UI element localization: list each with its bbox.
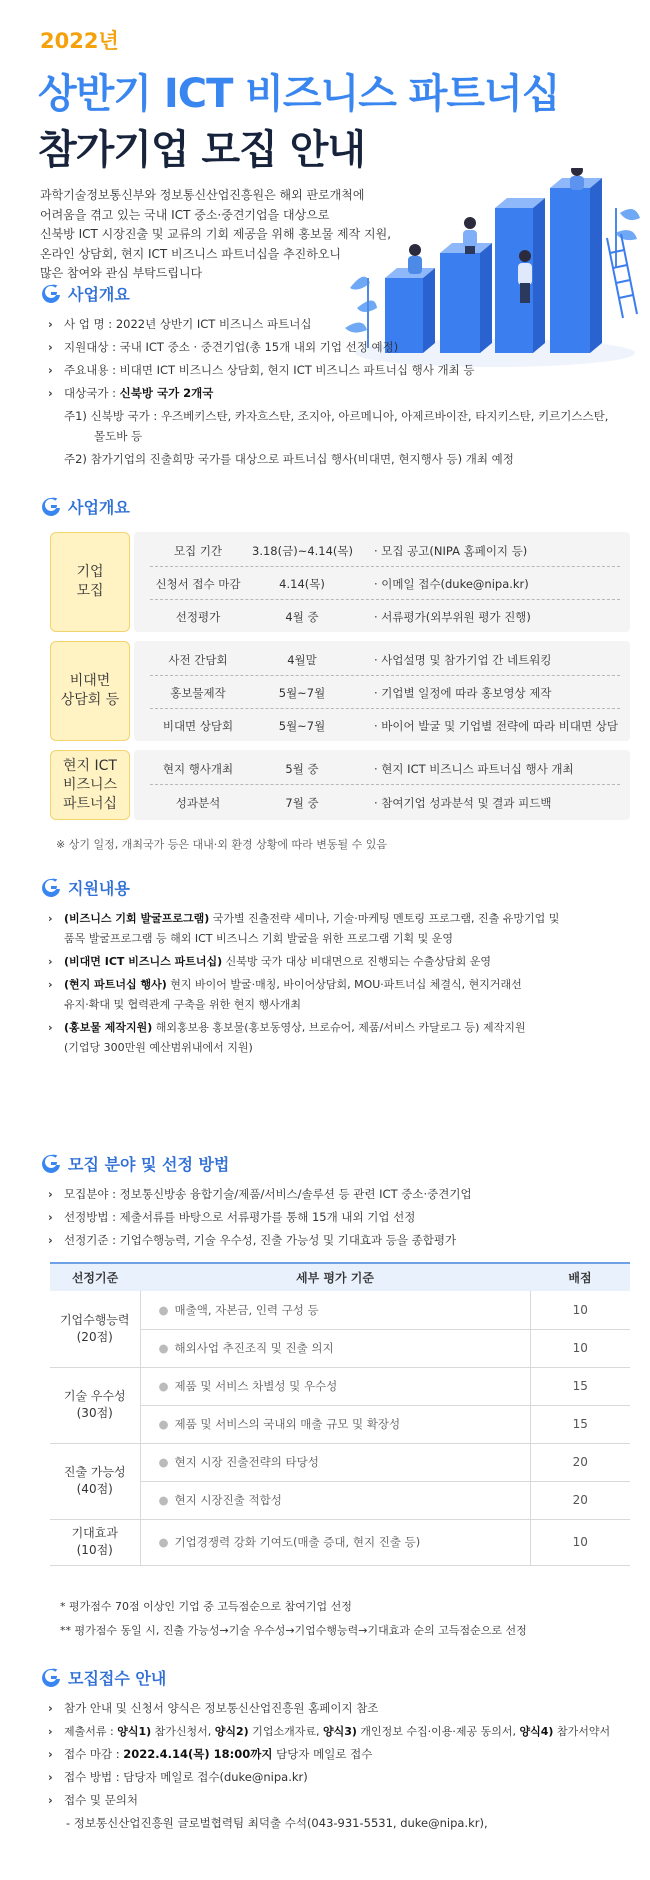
- bar-block-2: [440, 243, 492, 353]
- criteria-cell: 기대효과 (10점): [50, 1519, 140, 1565]
- schedule-row: 모집 기간 3.18(금)~4.14(목) · 모집 공고(NIPA 홈페이지 등): [173, 544, 528, 558]
- table-row: [50, 1443, 630, 1481]
- section-heading-apply: [40, 1666, 166, 1689]
- schedule-note: ※ 상기 일정, 개최국가 등은 대내·외 환경 상황에 따라 변동될 수 있음: [56, 838, 387, 851]
- section-title: 모집접수 안내: [68, 1669, 167, 1688]
- list-item: [48, 316, 311, 332]
- list-item: › 선정기준 : 기업수행능력, 기술 우수성, 진출 가능성 및 기대효과 등을 종합평가: [48, 1233, 457, 1247]
- leaf-icon: [345, 277, 377, 348]
- detail-cell: ● 현지 시장진출 적합성: [140, 1481, 530, 1519]
- detail-cell: ● 제품 및 서비스의 국내외 매출 규모 및 확장성: [140, 1405, 530, 1443]
- chevron-right-icon: ›: [48, 1701, 53, 1715]
- intro-line: 많은 참여와 관심 부탁드립니다: [40, 266, 203, 280]
- table-row: [50, 1519, 630, 1565]
- list-item: › 모집분야 : 정보통신방송 융합기술/제품/서비스/솔루션 등 관련 ICT 중소·중견기업: [48, 1187, 472, 1201]
- schedule-row: 신청서 접수 마감 4.14(목) · 이메일 접수(duke@nipa.kr): [155, 577, 529, 591]
- g-logo-icon: [40, 283, 62, 305]
- detail-cell: ● 제품 및 서비스 차별성 및 우수성: [140, 1367, 530, 1405]
- item-label: 사 업 명 :: [64, 317, 116, 331]
- intro-line: 신북방 ICT 시장진출 및 교류의 기회 제공을 위해 홍보물 제작 지원,: [40, 227, 392, 241]
- item-value: 2022년 상반기 ICT 비즈니스 파트너십: [115, 317, 312, 331]
- score-cell: 10: [530, 1519, 630, 1565]
- list-item-continued: 유지·확대 및 협력관계 구축을 위한 현지 행사개최: [64, 998, 301, 1011]
- section-heading-overview: [40, 282, 130, 305]
- chevron-right-icon: ›: [48, 978, 53, 991]
- criteria-cell: 기술 우수성 (30점): [50, 1367, 140, 1443]
- item-label: 지원대상 :: [64, 340, 120, 354]
- list-item: › 접수 방법 : 담당자 메일로 접수(duke@nipa.kr): [48, 1770, 308, 1784]
- list-item: › 접수 및 문의처: [48, 1793, 138, 1807]
- section-heading-schedule: [40, 495, 130, 518]
- detail-cell: ● 매출액, 자본금, 인력 구성 등: [140, 1291, 530, 1329]
- item-value: 비대면 ICT 비즈니스 상담회, 현지 ICT 비즈니스 파트너십 행사 개최 등: [119, 363, 475, 377]
- person-figure: [570, 168, 584, 190]
- page-title-line1: 상반기 ICT 비즈니스 파트너십: [38, 71, 560, 117]
- score-cell: 20: [530, 1443, 630, 1481]
- person-figure: [463, 217, 477, 254]
- table-header: 배점: [530, 1263, 630, 1291]
- schedule-row: 홍보물제작 5월~7월 · 기업별 일정에 따라 홍보영상 제작: [170, 686, 552, 700]
- table-header: 선정기준: [50, 1263, 140, 1291]
- schedule-row: 선정평가 4월 중 · 서류평가(외부위원 평가 진행): [175, 610, 531, 624]
- chevron-right-icon: ›: [48, 317, 53, 331]
- item-value: 국내 ICT 중소 · 중견기업(총 15개 내외 기업 선정 예정): [119, 340, 399, 354]
- list-item: › (비대면 ICT 비즈니스 파트너십) 신북방 국가 대상 비대면으로 진행되는 수출상담회 운영: [48, 955, 491, 968]
- chevron-right-icon: ›: [48, 363, 53, 377]
- item-label: 주요내용 :: [64, 363, 120, 377]
- note-line: 주2) 참가기업의 진출희망 국가를 대상으로 파트너십 행사(비대면, 현지행사 등) 개최 예정: [64, 452, 514, 466]
- intro-line: 온라인 상담회, 현지 ICT 비즈니스 파트너십을 추진하오니: [40, 246, 341, 261]
- chevron-right-icon: ›: [48, 1793, 53, 1807]
- bar-block-4: [550, 178, 602, 353]
- person-figure: [518, 250, 532, 303]
- chevron-right-icon: ›: [48, 386, 53, 400]
- criteria-cell: 진출 가능성 (40점): [50, 1443, 140, 1519]
- person-figure: [408, 244, 422, 274]
- schedule-row: 성과분석 7월 중 · 참여기업 성과분석 및 결과 피드백: [175, 796, 552, 810]
- selection-note: * 평가점수 70점 이상인 기업 중 고득점순으로 참여기업 선정: [60, 1600, 352, 1613]
- list-item: › 선정방법 : 제출서류를 바탕으로 서류평가를 통해 15개 내외 기업 선정: [48, 1210, 416, 1224]
- section-title: 사업개요: [68, 285, 130, 304]
- evaluation-table: [50, 1262, 630, 1566]
- list-item: › (현지 파트너십 행사) 현지 바이어 발굴·매칭, 바이어상담회, MOU·파트너십 체결식, 현지거래선: [48, 978, 522, 991]
- list-item: [48, 385, 213, 401]
- schedule-group-label: 기업 모집: [50, 532, 130, 632]
- chevron-right-icon: ›: [48, 955, 53, 968]
- note-line: 몰도바 등: [94, 429, 143, 443]
- schedule-group-label: 현지 ICT 비즈니스 파트너십: [50, 750, 130, 820]
- table-header: 세부 평가 기준: [140, 1263, 530, 1291]
- chevron-right-icon: ›: [48, 912, 53, 925]
- list-item: › 참가 안내 및 신청서 양식은 정보통신산업진흥원 홈페이지 참조: [48, 1701, 379, 1715]
- chevron-right-icon: ›: [48, 1725, 53, 1738]
- intro-line: 어려움을 겪고 있는 국내 ICT 중소·중견기업을 대상으로: [40, 207, 330, 222]
- g-logo-icon: [40, 1667, 62, 1689]
- section-title: 사업개요: [68, 498, 130, 517]
- schedule-row: 사전 간담회 4월말 · 사업설명 및 참가기업 간 네트워킹: [168, 653, 552, 667]
- score-cell: 20: [530, 1481, 630, 1519]
- chevron-right-icon: ›: [48, 340, 53, 354]
- chevron-right-icon: ›: [48, 1233, 53, 1247]
- detail-cell: ● 해외사업 추진조직 및 진출 의지: [140, 1329, 530, 1367]
- year-label: 2022년: [40, 29, 119, 53]
- list-item: [48, 339, 398, 355]
- score-cell: 15: [530, 1367, 630, 1405]
- intro-line: 과학기술정보통신부와 정보통신산업진흥원은 해외 판로개척에: [40, 188, 365, 202]
- item-label: 대상국가 :: [64, 386, 120, 400]
- list-item-continued: 품목 발굴프로그램 등 해외 ICT 비즈니스 기회 발굴을 위한 프로그램 기획 및 운영: [64, 932, 454, 945]
- contact-line: - 정보통신산업진흥원 글로벌협력팀 최덕출 수석(043-931-5531, duke@nipa.kr),: [66, 1816, 488, 1830]
- schedule-group: [50, 641, 630, 741]
- chevron-right-icon: ›: [48, 1747, 53, 1761]
- detail-cell: ● 기업경쟁력 강화 기여도(매출 증대, 현지 진출 등): [140, 1519, 530, 1565]
- intro-paragraph: [40, 186, 392, 284]
- list-item: › 제출서류 : 양식1) 참가신청서, 양식2) 기업소개자료, 양식3) 개인정보 수집·이용·제공 동의서, 양식4) 참가서약서: [48, 1725, 611, 1738]
- schedule-group: [50, 750, 630, 820]
- schedule-row: 비대면 상담회 5월~7월 · 바이어 발굴 및 기업별 전략에 따라 비대면 상담: [162, 719, 618, 733]
- hero-illustration: [345, 168, 645, 368]
- selection-note: ** 평가점수 동일 시, 진출 가능성→기술 우수성→기업수행능력→기대효과 순의 고득점순으로 선정: [60, 1624, 527, 1637]
- page-title-line2: 참가기업 모집 안내: [38, 127, 365, 173]
- ladder-icon: [607, 234, 637, 318]
- schedule-group: [50, 532, 630, 632]
- score-cell: 10: [530, 1329, 630, 1367]
- chevron-right-icon: ›: [48, 1770, 53, 1784]
- detail-cell: ● 현지 시장 진출전략의 타당성: [140, 1443, 530, 1481]
- table-row: [50, 1367, 630, 1405]
- list-item: › (비즈니스 기회 발굴프로그램) 국가별 진출전략 세미나, 기술·마케팅 멘토링 프로그램, 진출 유망기업 및: [48, 912, 560, 925]
- table-header-row: [50, 1263, 630, 1291]
- note-line: 주1) 신북방 국가 : 우즈베키스탄, 카자흐스탄, 조지아, 아르메니아, 아제르바이잔, 타지키스탄, 키르기스스탄,: [64, 409, 609, 423]
- item-value: 신북방 국가 2개국: [119, 386, 214, 400]
- chevron-right-icon: ›: [48, 1021, 53, 1034]
- g-logo-icon: [40, 877, 62, 899]
- section-title: 모집 분야 및 선정 방법: [68, 1155, 230, 1174]
- g-logo-icon: [40, 496, 62, 518]
- score-cell: 10: [530, 1291, 630, 1329]
- schedule-group-label: 비대면 상담회 등: [50, 641, 130, 741]
- list-item-continued: (기업당 300만원 예산범위내에서 지원): [64, 1041, 253, 1054]
- chevron-right-icon: ›: [48, 1210, 53, 1224]
- chevron-right-icon: ›: [48, 1187, 53, 1201]
- score-cell: 15: [530, 1405, 630, 1443]
- list-item: › (홍보물 제작지원) 해외홍보용 홍보물(홍보동영상, 브로슈어, 제품/서비스 카달로그 등) 제작지원: [48, 1021, 526, 1034]
- schedule-row: 현지 행사개최 5월 중 · 현지 ICT 비즈니스 파트너십 행사 개최: [162, 762, 574, 776]
- list-item: [48, 362, 474, 378]
- section-heading-selection: [40, 1152, 229, 1175]
- g-logo-icon: [40, 1153, 62, 1175]
- section-heading-support: [40, 876, 130, 899]
- section-title: 지원내용: [68, 879, 130, 898]
- table-row: [50, 1291, 630, 1329]
- list-item: › 접수 마감 : 2022.4.14(목) 18:00까지 담당자 메일로 접수: [48, 1747, 373, 1761]
- criteria-cell: 기업수행능력 (20점): [50, 1291, 140, 1367]
